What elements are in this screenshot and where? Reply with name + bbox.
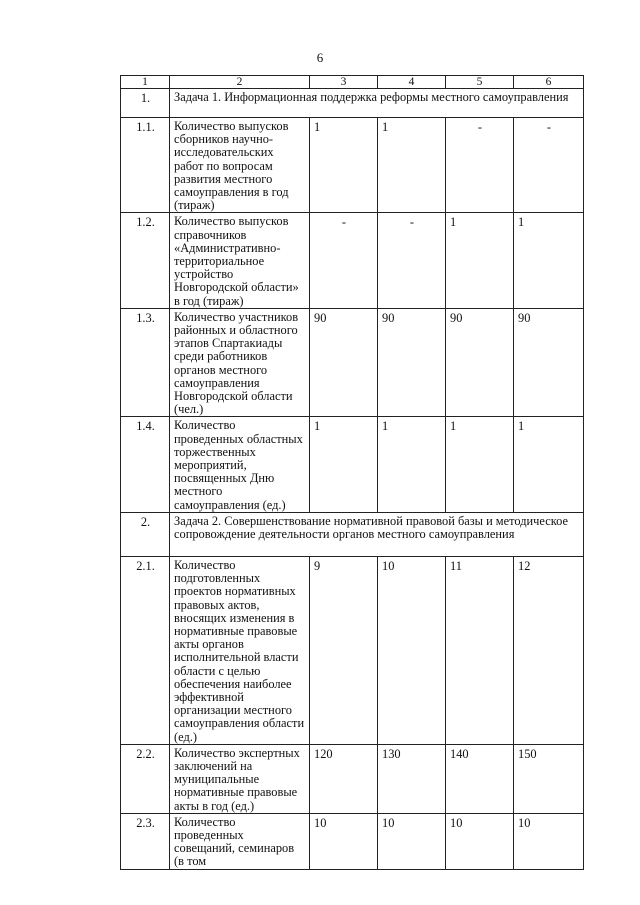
table-row [121, 556, 584, 744]
row-number: 1.3. [121, 308, 170, 417]
table-row [121, 118, 584, 213]
indicator-text: Количество проведенных совещаний, семинаров (в том [170, 813, 310, 869]
row-number: 1.4. [121, 417, 170, 512]
task-row [121, 512, 584, 556]
table-row [121, 744, 584, 813]
table-row [121, 213, 584, 308]
value-col-5: 1 [446, 213, 514, 308]
value-col-5: 11 [446, 556, 514, 744]
value-col-6: 1 [514, 417, 584, 512]
row-number: 2.2. [121, 744, 170, 813]
value-col-6: 12 [514, 556, 584, 744]
task-row [121, 89, 584, 118]
value-col-5: 90 [446, 308, 514, 417]
value-col-6: 10 [514, 813, 584, 869]
task-title: Задача 1. Информационная поддержка реформы местного самоуправления [170, 89, 584, 118]
column-number-1: 1 [121, 76, 170, 89]
value-col-5: 140 [446, 744, 514, 813]
value-col-6: 150 [514, 744, 584, 813]
table-row [121, 813, 584, 869]
column-number-5: 5 [446, 76, 514, 89]
value-col-4: 130 [378, 744, 446, 813]
indicator-text: Количество проведенных областных торжественных мероприятий, посвященных Дню местного самоуправления (ед.) [170, 417, 310, 512]
table-row [121, 417, 584, 512]
row-number: 2. [121, 512, 170, 556]
column-number-3: 3 [310, 76, 378, 89]
row-number: 2.1. [121, 556, 170, 744]
indicator-text: Количество участников районных и областного этапов Спартакиады среди работников органов местного самоуправления Новгородской области (чел.) [170, 308, 310, 417]
task-title: Задача 2. Совершенствование нормативной правовой базы и методическое сопровождение деятельности органов местного самоуправления [170, 512, 584, 556]
value-col-3: 120 [310, 744, 378, 813]
value-col-5: - [446, 118, 514, 213]
row-number: 1.1. [121, 118, 170, 213]
page-number: 6 [316, 50, 324, 65]
row-number: 2.3. [121, 813, 170, 869]
value-col-6: 1 [514, 213, 584, 308]
value-col-6: 90 [514, 308, 584, 417]
column-number-6: 6 [514, 76, 584, 89]
value-col-4: 10 [378, 556, 446, 744]
value-col-5: 10 [446, 813, 514, 869]
indicator-text: Количество выпусков сборников научно-исследовательских работ по вопросам развития местного самоуправления в год (тираж) [170, 118, 310, 213]
column-number-4: 4 [378, 76, 446, 89]
indicator-text: Количество выпусков справочников «Административно-территориальное устройство Новгородской области» в год (тираж) [170, 213, 310, 308]
value-col-4: 10 [378, 813, 446, 869]
indicator-text: Количество подготовленных проектов нормативных правовых актов, вносящих изменения в нормативные правовые акты органов исполнительной власти области с целью обеспечения наиболее эффективной организации местного самоуправления области (ед.) [170, 556, 310, 744]
value-col-3: - [310, 213, 378, 308]
value-col-4: 1 [378, 417, 446, 512]
value-col-3: 10 [310, 813, 378, 869]
value-col-3: 90 [310, 308, 378, 417]
indicator-text: Количество экспертных заключений на муниципальные нормативные правовые акты в год (ед.) [170, 744, 310, 813]
value-col-6: - [514, 118, 584, 213]
row-number: 1. [121, 89, 170, 118]
value-col-4: 90 [378, 308, 446, 417]
value-col-4: - [378, 213, 446, 308]
value-col-3: 1 [310, 118, 378, 213]
value-col-3: 9 [310, 556, 378, 744]
table-header-row [121, 76, 584, 89]
value-col-3: 1 [310, 417, 378, 512]
value-col-5: 1 [446, 417, 514, 512]
indicators-table [120, 75, 584, 870]
value-col-4: 1 [378, 118, 446, 213]
row-number: 1.2. [121, 213, 170, 308]
column-number-2: 2 [170, 76, 310, 89]
table-row [121, 308, 584, 417]
